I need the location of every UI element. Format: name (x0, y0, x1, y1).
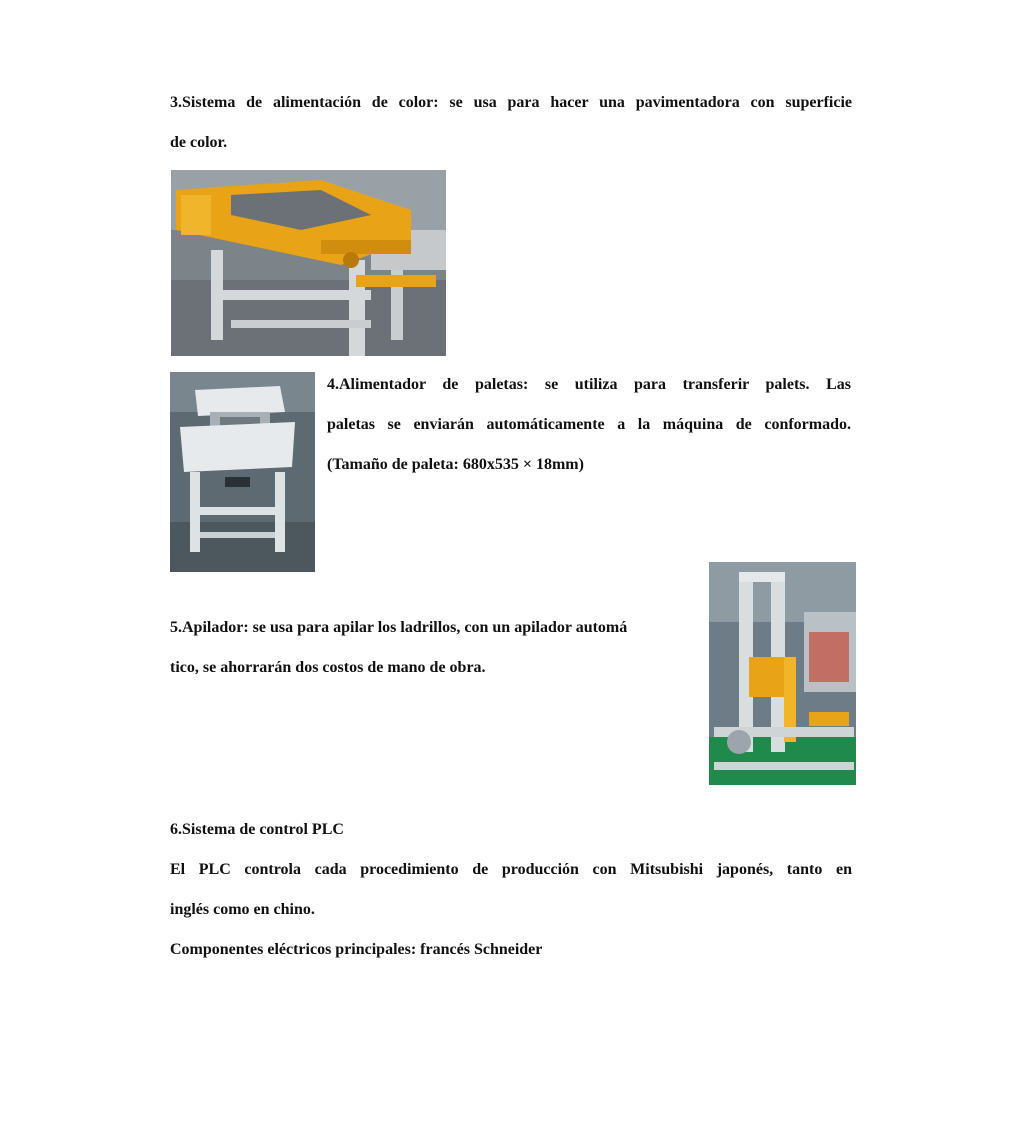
section5-line1: 5.Apilador: se usa para apilar los ladrillos, con un apilador automá (170, 619, 628, 636)
color-feeding-system-photo (171, 170, 446, 356)
section6-line3: Componentes eléctricos principales: francés Schneider (170, 941, 543, 958)
pallet-feeder-photo (170, 372, 315, 572)
section6-line1: El PLC controla cada procedimiento de producción con Mitsubishi japonés, tanto en (170, 861, 852, 878)
section3-line2: de color. (170, 134, 228, 151)
section3-line1: 3.Sistema de alimentación de color: se usa para hacer una pavimentadora con superficie (170, 94, 852, 111)
section5-line2: tico, se ahorrarán dos costos de mano de obra. (170, 659, 486, 676)
stacker-photo (709, 562, 856, 785)
section6-heading: 6.Sistema de control PLC (170, 821, 344, 838)
section4-line1: 4.Alimentador de paletas: se utiliza para transferir palets. Las (327, 376, 851, 393)
section4-line2: paletas se enviarán automáticamente a la máquina de conformado. (327, 416, 851, 433)
section4-line3: (Tamaño de paleta: 680x535 × 18mm) (327, 456, 584, 473)
section6-line2: inglés como en chino. (170, 901, 315, 918)
